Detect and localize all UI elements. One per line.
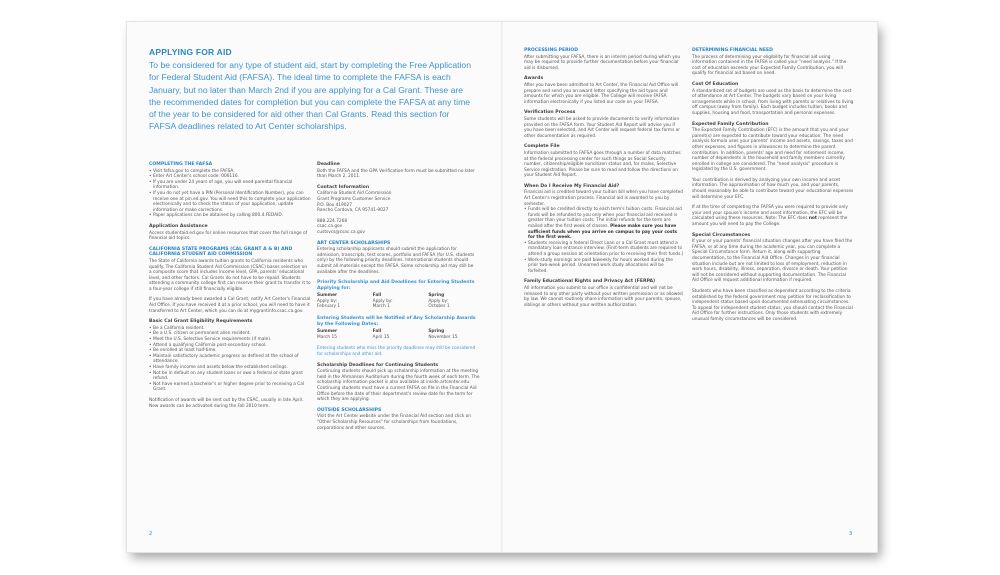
- list-item: • Be a U.S. citizen or permanent alien resident.: [149, 331, 311, 337]
- when-body: Financial aid is credited toward your tuition bill when you have completed Art Center's registration process. Financial aid is awarded to you by semester.: [524, 190, 684, 207]
- ferpa-heading: Family Educational Rights and Privacy Act (FERPA): [524, 279, 656, 285]
- acs-body: Entering scholarship applicants should submit the application for admission, transcripts, test scores, portfolio and FAFSA (for U.S. students only) by the following priority deadlines. International students should submit all materials except the FAFSA. Some scholarship aid may still be available after the deadlines.: [317, 247, 475, 275]
- eligibility-footer: Notification of awards will be sent out by the CSAC, usually in late April. New awards can be activated during the Fall 2010 term.: [149, 397, 304, 409]
- right-column-1: [524, 48, 684, 313]
- contact-line: Grant Programs Customer Service: [317, 196, 391, 202]
- outside-heading: OUTSIDE SCHOLARSHIPS: [317, 407, 382, 413]
- left-column-2: [317, 162, 480, 436]
- list-item: • If you do not yet have a PIN (Personal Identification Number), you can receive one at pin.ed.gov. You will need this to complete your application electronically and to check the status of your application, update information or make corrections.: [149, 191, 311, 213]
- coe-heading: Cost Of Education: [692, 81, 739, 87]
- efc-body-3b: represent the amount you will need to pay the College.: [692, 216, 848, 228]
- table-cell: Apply by:: [428, 298, 449, 304]
- table-header: Spring: [428, 293, 445, 299]
- brochure-spread: [127, 22, 877, 552]
- table-cell: April 15: [372, 334, 390, 340]
- efc-body-2: Your contribution is derived by analyzing your own income and asset information. The approximation of how much you, and your parents, should reasonably be able to contribute toward your educational expenses will determine your EFC.: [692, 177, 854, 200]
- table-cell: Apply by:: [317, 298, 337, 304]
- list-item: [524, 207, 684, 241]
- deadline-body: Both the FAFSA and the GPA Verification form must be submitted no later than March 2, 2011.: [317, 168, 475, 180]
- eligibility-list: [149, 326, 311, 393]
- eligibility-heading: Basic Cal Grant Eligibility Requirements: [149, 319, 253, 325]
- complete-file-heading: Complete File: [524, 144, 560, 150]
- deadline-heading: Deadline: [317, 162, 340, 167]
- contact-line: P.O. Box 419027: [317, 202, 352, 208]
- coe-body: A standardized set of budgets are used as the basis to determine the cost of attendance at Art Center. The budgets vary based on your living arrangements while in school, from living with parents or relatives to living off campus (away from family). Each budget includes tuition, books and supplies, housing and food, transportation and personal expenses.: [692, 88, 854, 116]
- page-title: APPLYING FOR AID: [149, 47, 232, 57]
- left-column-1: [149, 162, 311, 414]
- processing-body: After submitting your FAFSA, there is an interim period during which you may be required to provide further documentation before your financial aid is disbursed.: [524, 54, 681, 71]
- verification-body: Some students will be asked to provide documents to verify information provided on the FAFSA form. Your Student Aid Report will advise you if you have been selected, and Art Center will request federal tax forms or other documentation as required.: [524, 116, 681, 139]
- list-item: • Work-study earnings are paid biweekly for hours worked during the prior two-week period. Unearned work study allocations will be forfeited.: [524, 258, 684, 275]
- intro-paragraph: To be considered for any type of student aid, start by completing the Free Application for Federal Student Aid (FAFSA). The ideal time to complete the FAFSA is each January, but no later than March 2nd if you are applying for a Cal Grant. These are the recommended dates for completion but you can complete the FAFSA at any time of the year to be considered for aid other than Cal Grants. Read this section for FAFSA deadlines related to Art Center scholarships.: [149, 60, 471, 132]
- acs-heading: ART CENTER SCHOLARSHIPS: [317, 240, 391, 246]
- outside-body: Visit the Art Center website under the Financial Aid section and click on "Other Scholarship Resources" for scholarships from foundations, corporations and other sources.: [317, 414, 471, 431]
- list-item: • Not have earned a bachelor's or higher degree prior to receiving a Cal Grant.: [149, 382, 311, 393]
- right-page: [502, 22, 877, 552]
- list-item: • Not be in default on any student loans or owe a federal or state grant refund.: [149, 371, 311, 382]
- table-cell: February 1: [317, 304, 341, 310]
- efc-body-1: The Expected Family Contribution (EFC) is the amount that you and your parent(s) are expected to contribute toward your education. The need analysis formula uses your parents' income and assets, savings, taxes and other expenses, and figures in allowances to determine the parent contribution. In addition, parents' age and need for retirement income, number of dependents in the household and family members currently enrolled in college are considered. The "need analysis" procedure is legislated by the U.S. government.: [692, 128, 853, 173]
- special-body-1: If your or your parents' financial situation changes after you have filed the FAFSA, or at any time during the academic year, you can complete a Special Circumstance form. Return it, along with supporting documentation, to the Financial Aid Office. Changes in your financial situation include but are not limited to loss of employment, reduction in work hours, disability, illness, separation, divorce or death. Your petition will not be considered without supporting documentation. The Financial Aid Office will request additional information if required.: [692, 239, 853, 284]
- special-body-2: Students who have been classified as dependent according to the criteria established by the federal government may petition for reclassification to independent status based upon documented extenuating circumstances. To appeal for independent student status, you should contact the Financial Aid Office for further instructions. Only those students with extremely unusual family circumstances will be considered.: [692, 288, 853, 322]
- complete-file-body: Information submitted to FAFSA goes through a number of data matches at the federal processing center for such things as Social Security number, citizenship/eligible noncitizen status and, for males, Selective Service registration. Please be sure to read and follow the directions on your Student Aid Report.: [524, 150, 681, 179]
- list-item: • Visit fafsa.gov to complete the FAFSA.: [149, 169, 311, 175]
- table-header: Summer: [317, 329, 338, 335]
- table-header: Fall: [372, 329, 382, 335]
- table-cell: Apply by:: [372, 298, 393, 304]
- efc-body-3a: If at the time of completing the FAFSA you were required to provide only your and your spouse's income and asset information, the EFC will be calculated using these resources. Note: The EFC does: [692, 205, 848, 222]
- cal-grant-body-2: If you have already been awarded a Cal Grant, notify Art Center's Financial Aid Office. If you have received it at a prior school, you will need to have it transferred to Art Center, which you can do at mygrantinfo.csac.ca.gov.: [149, 297, 311, 314]
- need-heading: DETERMINING FINANCIAL NEED: [692, 48, 773, 53]
- table-cell: March 1: [372, 304, 390, 310]
- list-item: • Maintain satisfactory academic progress as defined at the school of attendance.: [149, 354, 311, 365]
- page-number-left: 2: [149, 531, 153, 537]
- list-item-text: Funds will be credited directly to each term's tuition costs. Financial aid funds will be refunded to you only when your financial aid received is greater than your tuition costs. The initial refunds for the term are mailed after the first week of classes.: [528, 207, 682, 230]
- list-item: • If you are under 24 years of age, you will need parental financial information.: [149, 180, 311, 191]
- table-header: Fall: [372, 293, 382, 299]
- assistance-heading: Application Assistance: [149, 223, 208, 229]
- when-heading: When Do I Receive My Financial Aid?: [524, 183, 620, 189]
- list-item: • Be enrolled at least half-time.: [149, 348, 311, 354]
- ferpa-body: All information you submit to our office is confidential and will not be released to any other party without your written permission or as allowed by law. We cannot routinely share information with your parents, spouse, siblings or others without your written authorization.: [524, 285, 683, 308]
- when-list: [524, 207, 684, 274]
- contact-email: custsvcs@csac.ca.gov: [317, 229, 365, 235]
- need-body: The process of determining your eligibility for financial aid using information contained in the FAFSA is called your "need analysis." If the cost of education exceeds your Expected Family Contribution, you will qualify for financial aid based on need.: [692, 54, 847, 77]
- list-item: • Be a California resident.: [149, 326, 311, 332]
- emphasis-text: Please make sure you have sufficient funds when you arrive on campus to pay your costs for the first week.: [528, 224, 678, 241]
- table-header: Spring: [428, 329, 445, 335]
- efc-not-emphasis: not: [808, 216, 817, 222]
- notified-table: [317, 329, 480, 340]
- list-item: • Students receiving a federal Direct Loan or a Cal Grant must attend a mandatory loan entrance interview. (First-term students are required to attend a group session at orientation prior to receiving their first funds.): [524, 241, 684, 258]
- awards-body: After you have been admitted to Art Center, the Financial Aid Office will prepare and send you an award letter specifying the aid types and amounts for which you are eligible. The College will receive FAFSA information electronically if you listed our code on your FAFSA.: [524, 82, 679, 105]
- list-item: • Attend a qualifying California post-secondary school.: [149, 343, 311, 349]
- table-cell: October 1: [428, 304, 450, 310]
- contact-block: [317, 191, 480, 235]
- continuing-body: Continuing students should pick up scholarship information at the meeting held in the Ahmanson Auditorium during the fourth week of each term. The scholarship information packet is also available at inside.artcenter.edu. Continuing students must have a current FAFSA on file in the Financial Aid Office before the date of their department's review date for the term for which they are applying.: [317, 369, 480, 403]
- fafsa-list: [149, 169, 311, 219]
- list-item: • Enter Art Center's school code: 006116.: [149, 174, 311, 180]
- priority-heading: Priority Scholarship and Aid Deadlines for Entering Students Applying for:: [317, 280, 475, 291]
- contact-line: Rancho Cordova, CA 95741-9027: [317, 208, 389, 214]
- notified-heading: Entering Students will be Notified of Any Scholarship Awards by the Following Dates:: [317, 316, 476, 327]
- verification-heading: Verification Process: [524, 110, 576, 116]
- contact-phone: 888.224.7268: [317, 218, 348, 224]
- list-item: • Meet the U.S. Selective Service requirements (if male).: [149, 337, 311, 343]
- contact-heading: Contact Information: [317, 184, 370, 190]
- assistance-body: Access studentaid.ed.gov for online resources that cover the full range of financial aid topics.: [149, 230, 308, 242]
- right-column-2: [692, 48, 854, 328]
- page-number-right: 3: [849, 531, 853, 537]
- continuing-heading: Scholarship Deadlines for Continuing Students: [317, 362, 439, 368]
- awards-heading: Awards: [524, 76, 544, 82]
- cal-grant-body-1: The State of California awards tuition grants to California residents who qualify. The California Student Aid Commission (CSAC) bases selection on a composite score that includes income level, GPA, parents' educational level, and other factors. Cal Grants do not have to be repaid. Students attending a community college first can reserve their grant to transfer it to a four-year college if still financially eligible.: [149, 258, 311, 292]
- list-item: • Paper applications can be obtained by calling 800.4.FEDAID.: [149, 213, 311, 219]
- table-cell: March 15: [317, 334, 337, 340]
- left-page: [127, 22, 502, 552]
- contact-line: California Student Aid Commission: [317, 191, 392, 197]
- contact-website: csac.ca.gov: [317, 224, 343, 230]
- list-item: • Have family income and assets below the established ceilings.: [149, 365, 311, 371]
- table-cell: November 15: [428, 334, 458, 340]
- priority-table: [317, 293, 480, 310]
- special-heading: Special Circumstances: [692, 232, 751, 238]
- processing-heading: PROCESSING PERIOD: [524, 48, 579, 53]
- cal-grant-heading: CALIFORNIA STATE PROGRAMS (CAL GRANT A & B) AND CALIFORNIA STUDENT AID COMMISSION: [149, 246, 293, 258]
- notified-note: Entering students who miss the priority deadlines may still be considered for scholarships and other aid.: [317, 346, 476, 358]
- table-header: Summer: [317, 293, 338, 299]
- fafsa-heading: COMPLETING THE FAFSA: [149, 162, 213, 167]
- efc-heading: Expected Family Contribution: [692, 121, 769, 127]
- efc-body-3: [692, 205, 854, 227]
